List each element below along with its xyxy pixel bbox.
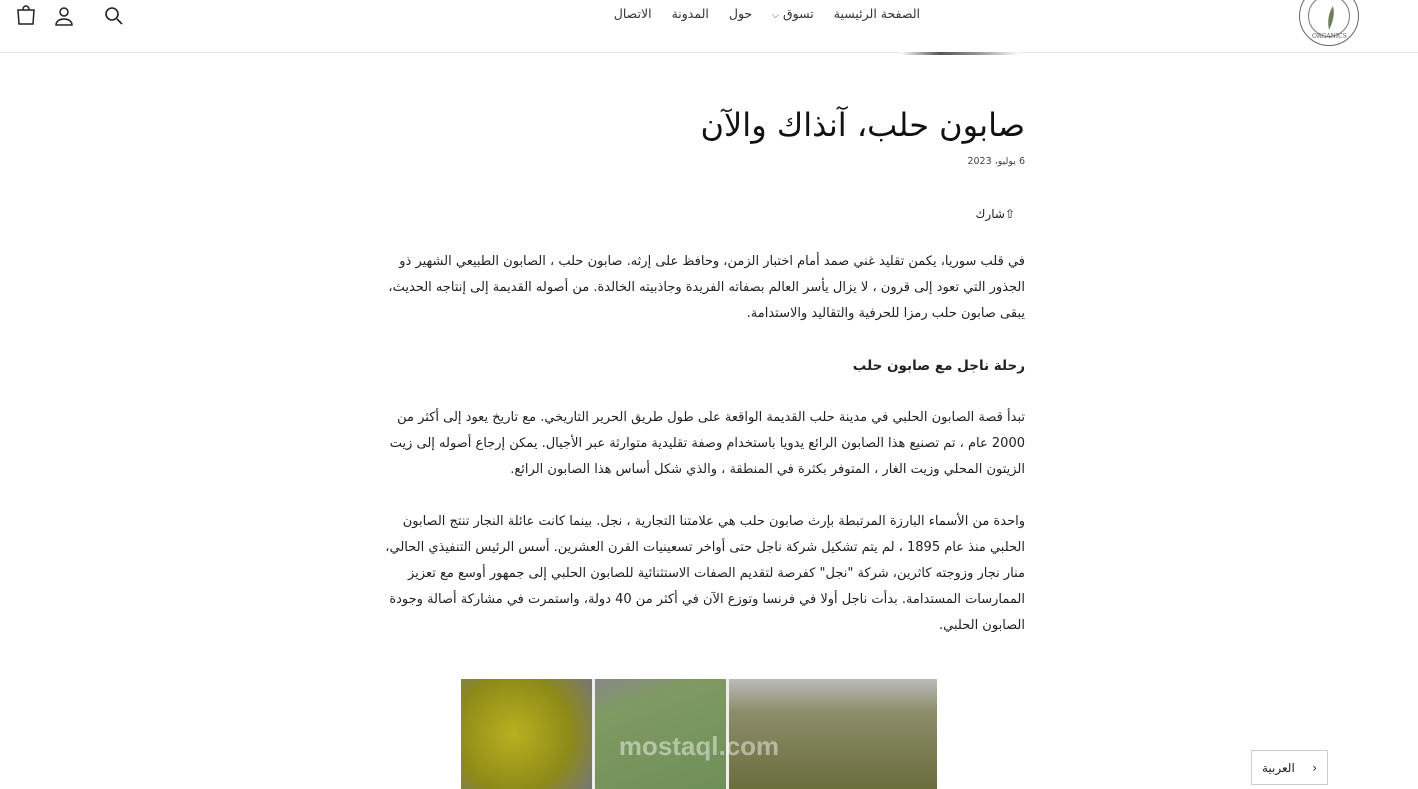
share-label: شارك [975,207,1005,221]
chevron-right-icon: › [1312,760,1317,775]
image-watermark: mostaql.com [618,731,780,761]
paragraph: تبدأ قصة الصابون الحلبي في مدينة حلب القديمة الواقعة على طول طريق الحرير التاريخي. مع تاريخ يعود إلى أكثر من 2000 عام ، تم تصنيع هذا الصابون الرائع يدويا باستخدام وصفة تقليدية متوارثة عبر الأجيال. يمكن إرجاع أصوله إلى زيت الزيتون المحلي وزيت الغار ، المتوفر بكثرة في المنطقة ، والذي شكل أساس هذا الصابون الرائع. [389,410,1025,477]
banner-image-edge [900,52,1020,55]
article [378,100,1025,639]
account-icon[interactable] [52,4,76,28]
paragraph: واحدة من الأسماء البارزة المرتبطة بإرث صابون حلب هي علامتنا التجارية ، نجل. بينما كانت عائلة النجار تنتج الصابون الحلبي منذ عام 1895 ، لم يتم تشكيل شركة ناجل حتى أواخر تسعينيات القرن العشرين. أسس الرئيس التنفيذي الحالي، منار نجار وزوجته كاثرين، شركة "نجل" كفرصة لتقديم الصفات الاستثنائية للصابون الحلبي إلى جمهور أوسع مع تعزيز الممارسات المستدامة. بدأت ناجل أولا في فرنسا وتوزع الآن في أكثر من 40 دولة، واستمرت في مشاركة أصالة وجودة الصابون الحلبي. [385,514,1025,633]
article-image [461,679,937,789]
logo-text: ORGANICS [1312,33,1347,40]
nav-blog[interactable]: المدونة [671,6,709,21]
nav-contact[interactable]: الاتصال [613,6,652,21]
logo[interactable] [1299,0,1359,46]
main-nav [614,6,920,21]
language-value: العربية [1262,760,1295,775]
leaf-icon [1309,0,1349,36]
site-header [0,0,1418,53]
article-date: 6 يوليو، 2023 [967,156,1025,167]
section-heading: رحلة ناجل مع صابون حلب [852,358,1025,374]
paragraph: في قلب سوريا، يكمن تقليد غني صمد أمام اختبار الزمن، وحافظ على إرثه. صابون حلب ، الصابون الطبيعي الشهير ذو الجذور التي تعود إلى قرون ، لا يزال يأسر العالم بصفاته الفريدة وجاذبيته الخالدة. من أصوله القديمة إلى إنتاجه الحديث، يبقى صابون حلب رمزا للحرفية والتقاليد والاستدامة. [388,254,1025,321]
nav-home[interactable]: الصفحة الرئيسية [833,6,920,21]
share-button[interactable] [378,207,1025,221]
share-icon: ⇧ [1004,207,1015,221]
nav-shop[interactable] [772,6,814,21]
search-icon[interactable] [102,4,126,28]
nav-shop-label: تسوق [782,6,814,21]
nav-about[interactable]: حول [728,6,753,21]
cart-icon[interactable] [14,4,38,28]
page-title: صابون حلب، آنذاك والآن [700,106,1025,144]
language-selector[interactable] [1251,750,1328,785]
chevron-down-icon: ⌵ [772,11,779,21]
